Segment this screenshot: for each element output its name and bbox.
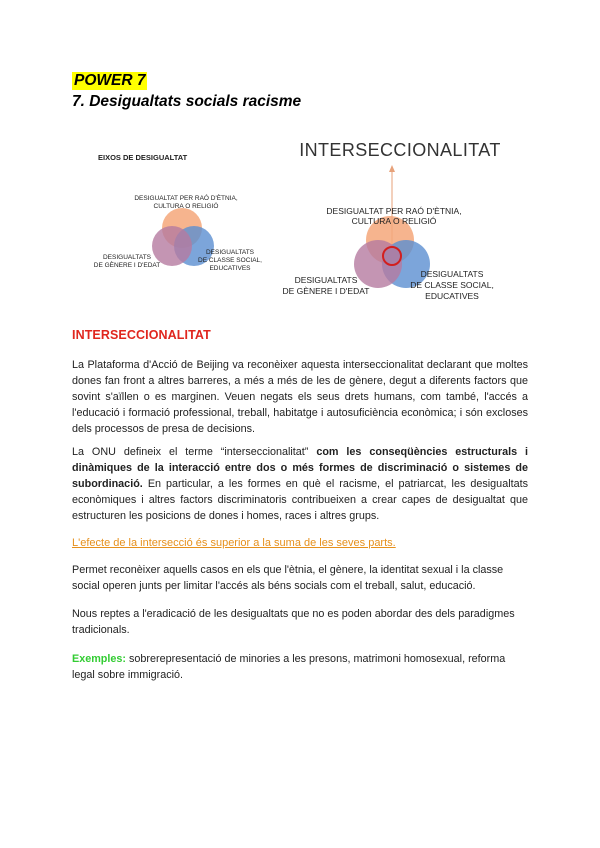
circle-gender	[152, 226, 192, 266]
examples-text: sobrerepresentació de minories a les presons, matrimoni homosexual, reforma legal sobre immigració.	[72, 653, 506, 681]
diagram-small-label-right-3: EDUCATIVES	[209, 265, 251, 272]
paragraph-challenges: Nous reptes a l'eradicació de les desigualtats que no es poden abordar des dels paradigmes tradicionals.	[72, 608, 515, 636]
power-title: POWER 7	[74, 72, 146, 89]
diagram-large-label-right-1: DESIGUALTATS	[420, 269, 484, 279]
page-subtitle: 7. Desigualtats socials racisme	[72, 93, 302, 110]
diagram-small-label-left-1: DESIGUALTATS	[102, 254, 152, 261]
diagram-large-label-left-2: DE GÈNERE I D'EDAT	[282, 286, 370, 296]
venn-diagram-large	[282, 132, 512, 312]
diagram-small-title: EIXOS DE DESIGUALTAT	[98, 153, 188, 162]
paragraph-recognition: Permet reconèixer aquells casos en els que l'ètnia, el gènere, la identitat sexual i la classe social operen junts per limitar l'accés als béns socials com el treball, salut, educació.	[72, 564, 504, 592]
examples-label: Exemples:	[72, 653, 127, 665]
diagram-small-label-top-1: DESIGUALTAT PER RAÓ D'ÈTNIA,	[134, 195, 238, 202]
pointer-arrow-head	[389, 165, 395, 172]
diagram-large-label-right-2: DE CLASSE SOCIAL,	[410, 280, 494, 290]
diagram-small-label-left-2: DE GÈNERE I D'EDAT	[93, 262, 161, 269]
diagram-large-label-top-1: DESIGUALTAT PER RAÓ D'ÈTNIA,	[326, 206, 462, 216]
diagram-large-label-right-3: EDUCATIVES	[425, 291, 479, 301]
diagram-large-label-left-1: DESIGUALTATS	[294, 275, 358, 285]
diagram-small-label-top-2: CULTURA O RELIGIÓ	[153, 203, 219, 210]
paragraph-examples	[72, 651, 528, 683]
paragraph-onu	[72, 444, 528, 524]
section-heading: INTERSECCIONALITAT	[72, 328, 211, 342]
paragraph-onu-definition: com les conseqüències estructurals i dinàmiques de la interacció entre dos o més formes de discriminació o sistemes de subordinació.	[72, 446, 528, 490]
paragraph-onu-detail: En particular, a les formes en què el racisme, el patriarcat, les desigualtats econòmiques i altres factors discriminatoris contribueixen a crear capes de desigualtat que estructuren les posicions de dones i homes, races i altres grups.	[72, 478, 528, 522]
paragraph-beijing: La Plataforma d'Acció de Beijing va reconèixer aquesta interseccionalitat declarant que moltes dones fan front a altres barreres, a més a més de les de gènere, degut a diferents factors que sovint s'aïllen o es marginen. Veuen negats els seus drets humans, com també, l'accés a l'educació i formació professional, treball, habitatge i autosuficiència econòmica; i són excloses dels processos de presa de decisions.	[72, 359, 528, 435]
diagram-small-label-right-1: DESIGUALTATS	[205, 249, 255, 256]
diagram-large-label-top-2: CULTURA O RELIGIÓ	[351, 216, 437, 226]
paragraph-onu-intro: La ONU defineix el terme “interseccionalitat”	[72, 446, 317, 458]
venn-diagram-small	[90, 148, 290, 288]
diagram-large-title: INTERSECCIONALITAT	[299, 140, 501, 160]
highlighted-statement: L'efecte de la intersecció és superior a la suma de les seves parts.	[72, 537, 396, 549]
diagram-small-label-right-2: DE CLASSE SOCIAL,	[198, 257, 262, 264]
